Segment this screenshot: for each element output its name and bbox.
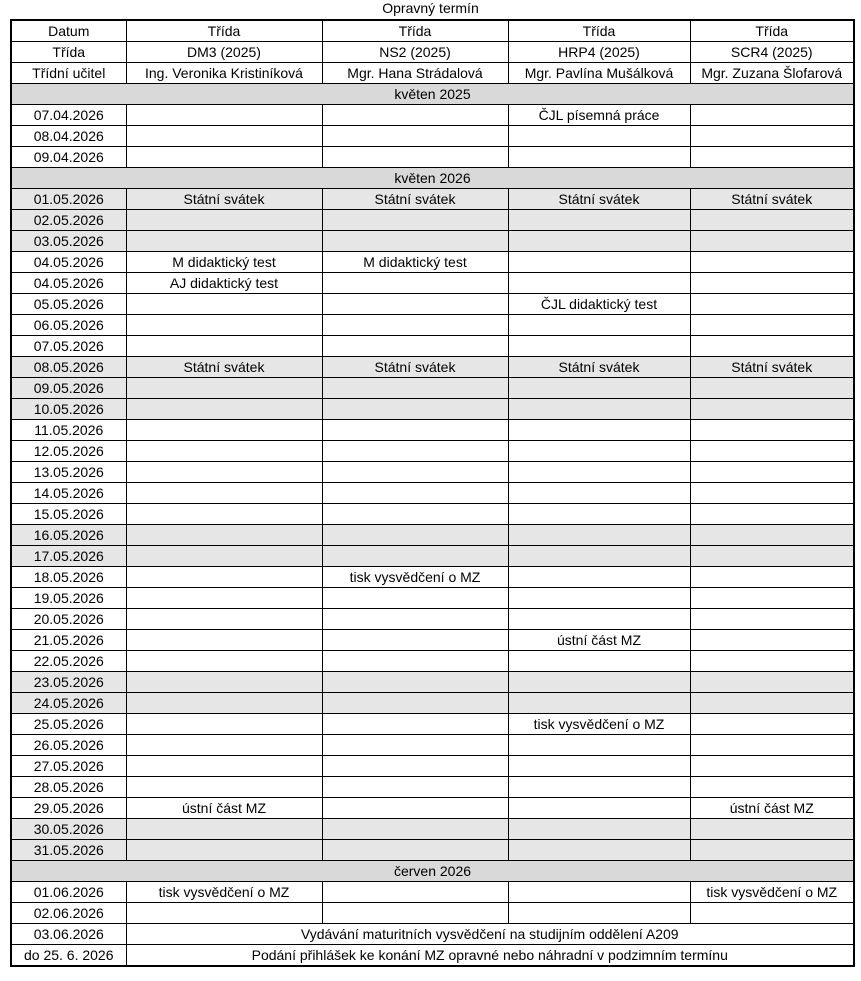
event-cell: Státní svátek [322,357,508,378]
event-cell [126,609,322,630]
event-cell [322,840,508,861]
event-cell [322,756,508,777]
event-cell [508,882,690,903]
event-cell [690,441,854,462]
page-title: Opravný termín [382,0,479,16]
event-cell: Státní svátek [690,357,854,378]
event-cell [322,231,508,252]
event-cell: Státní svátek [322,189,508,210]
event-cell [690,315,854,336]
event-cell [322,735,508,756]
schedule-body [11,20,854,966]
date-row [11,882,854,903]
date-row [11,504,854,525]
event-cell [322,693,508,714]
event-cell [690,399,854,420]
date-cell: 28.05.2026 [11,777,126,798]
date-cell: 12.05.2026 [11,441,126,462]
month-row [11,84,854,105]
date-cell: 20.05.2026 [11,609,126,630]
date-row [11,315,854,336]
event-cell [126,735,322,756]
date-cell: 19.05.2026 [11,588,126,609]
event-cell [322,315,508,336]
event-cell [322,525,508,546]
event-cell [126,420,322,441]
event-cell [126,504,322,525]
date-row [11,231,854,252]
date-cell: 18.05.2026 [11,567,126,588]
header-cell: Mgr. Pavlína Mušálková [508,63,690,84]
event-cell [690,714,854,735]
event-cell [126,105,322,126]
header-cell: Třída [11,42,126,63]
date-cell: 17.05.2026 [11,546,126,567]
date-row [11,525,854,546]
event-cell [508,420,690,441]
event-cell [126,672,322,693]
date-row [11,840,854,861]
event-cell [690,651,854,672]
event-cell [322,630,508,651]
date-row [11,462,854,483]
date-row [11,693,854,714]
header-row-class-name [11,42,854,63]
event-cell: ČJL didaktický test [508,294,690,315]
event-cell [322,420,508,441]
event-cell [126,903,322,924]
event-cell: Státní svátek [126,357,322,378]
date-cell: 11.05.2026 [11,420,126,441]
event-cell [126,294,322,315]
event-cell [322,294,508,315]
notice-cell: Podání přihlášek ke konání MZ opravné nebo náhradní v podzimním termínu [126,945,854,967]
header-cell: Datum [11,20,126,42]
date-row [11,357,854,378]
header-cell: DM3 (2025) [126,42,322,63]
event-cell [508,441,690,462]
event-cell [690,483,854,504]
event-cell: ČJL písemná práce [508,105,690,126]
event-cell: tisk vysvědčení o MZ [690,882,854,903]
date-row [11,294,854,315]
notice-row [11,924,854,945]
date-cell: 04.05.2026 [11,252,126,273]
event-cell [322,336,508,357]
date-row [11,672,854,693]
event-cell [690,546,854,567]
date-row [11,441,854,462]
event-cell [690,630,854,651]
event-cell [508,147,690,168]
event-cell [690,777,854,798]
event-cell [126,315,322,336]
event-cell [508,525,690,546]
event-cell [690,105,854,126]
event-cell [508,840,690,861]
event-cell [508,483,690,504]
event-cell [322,651,508,672]
date-cell: 07.04.2026 [11,105,126,126]
header-cell: Třídní učitel [11,63,126,84]
event-cell [126,546,322,567]
event-cell [508,693,690,714]
month-row [11,168,854,189]
date-cell: 03.06.2026 [11,924,126,945]
date-row [11,756,854,777]
date-cell: 13.05.2026 [11,462,126,483]
date-row [11,567,854,588]
event-cell [690,252,854,273]
event-cell [508,378,690,399]
event-cell [508,588,690,609]
event-cell: Státní svátek [690,189,854,210]
event-cell [690,231,854,252]
event-cell [690,462,854,483]
event-cell: Státní svátek [508,189,690,210]
date-row [11,189,854,210]
event-cell [690,735,854,756]
event-cell [508,252,690,273]
event-cell [126,378,322,399]
date-row [11,273,854,294]
event-cell [322,714,508,735]
date-cell: 24.05.2026 [11,693,126,714]
event-cell [690,609,854,630]
event-cell [126,441,322,462]
event-cell: tisk vysvědčení o MZ [322,567,508,588]
date-cell: 16.05.2026 [11,525,126,546]
month-label: červen 2026 [11,861,854,882]
header-row-class [11,20,854,42]
month-label: květen 2025 [11,84,854,105]
event-cell [126,483,322,504]
event-cell [508,651,690,672]
event-cell [508,819,690,840]
header-cell: Třída [690,20,854,42]
date-row [11,399,854,420]
date-cell: 23.05.2026 [11,672,126,693]
event-cell [508,567,690,588]
event-cell [126,525,322,546]
event-cell [508,210,690,231]
event-cell [508,126,690,147]
event-cell [508,735,690,756]
date-row [11,483,854,504]
event-cell [690,294,854,315]
event-cell: Státní svátek [126,189,322,210]
event-cell [508,504,690,525]
event-cell [690,378,854,399]
event-cell [322,672,508,693]
event-cell [690,126,854,147]
date-cell: 06.05.2026 [11,315,126,336]
event-cell [690,147,854,168]
event-cell [508,756,690,777]
event-cell [126,336,322,357]
date-cell: do 25. 6. 2026 [11,945,126,967]
event-cell [690,504,854,525]
date-cell: 01.06.2026 [11,882,126,903]
event-cell [126,840,322,861]
date-row [11,609,854,630]
event-cell [508,315,690,336]
event-cell [322,798,508,819]
date-row [11,546,854,567]
event-cell [322,210,508,231]
date-cell: 29.05.2026 [11,798,126,819]
event-cell [126,777,322,798]
event-cell: tisk vysvědčení o MZ [508,714,690,735]
date-row [11,819,854,840]
date-cell: 14.05.2026 [11,483,126,504]
event-cell [690,693,854,714]
event-cell [322,441,508,462]
event-cell [322,777,508,798]
date-row [11,126,854,147]
event-cell: ústní část MZ [690,798,854,819]
event-cell [690,819,854,840]
date-cell: 03.05.2026 [11,231,126,252]
event-cell: ústní část MZ [508,630,690,651]
date-row [11,714,854,735]
event-cell [322,378,508,399]
event-cell [508,546,690,567]
month-label: květen 2026 [11,168,854,189]
event-cell [690,525,854,546]
notice-cell: Vydávání maturitních vysvědčení na studijním oddělení A209 [126,924,854,945]
date-cell: 26.05.2026 [11,735,126,756]
header-cell: Třída [126,20,322,42]
date-cell: 10.05.2026 [11,399,126,420]
event-cell [690,672,854,693]
event-cell [690,903,854,924]
date-cell: 21.05.2026 [11,630,126,651]
header-cell: Mgr. Zuzana Šlofarová [690,63,854,84]
date-cell: 09.04.2026 [11,147,126,168]
date-cell: 30.05.2026 [11,819,126,840]
header-cell: Mgr. Hana Strádalová [322,63,508,84]
event-cell [508,609,690,630]
date-row [11,147,854,168]
event-cell [126,693,322,714]
event-cell [126,210,322,231]
event-cell [322,273,508,294]
event-cell: tisk vysvědčení o MZ [126,882,322,903]
event-cell [322,147,508,168]
event-cell [322,105,508,126]
event-cell [322,609,508,630]
date-row [11,903,854,924]
date-row [11,336,854,357]
date-cell: 08.04.2026 [11,126,126,147]
date-row [11,651,854,672]
header-cell: NS2 (2025) [322,42,508,63]
event-cell [126,588,322,609]
event-cell [508,777,690,798]
date-cell: 31.05.2026 [11,840,126,861]
event-cell [690,588,854,609]
event-cell [126,819,322,840]
date-cell: 27.05.2026 [11,756,126,777]
date-row [11,735,854,756]
event-cell [126,126,322,147]
date-cell: 01.05.2026 [11,189,126,210]
event-cell [508,399,690,420]
event-cell: M didaktický test [322,252,508,273]
date-row [11,630,854,651]
event-cell [322,546,508,567]
date-cell: 02.06.2026 [11,903,126,924]
schedule-table [10,19,855,967]
event-cell [126,756,322,777]
event-cell [508,672,690,693]
event-cell [508,798,690,819]
event-cell [508,231,690,252]
event-cell [322,126,508,147]
header-cell: SCR4 (2025) [690,42,854,63]
event-cell [690,420,854,441]
event-cell [690,273,854,294]
event-cell [690,567,854,588]
date-row [11,420,854,441]
event-cell [322,903,508,924]
date-row [11,798,854,819]
date-cell: 08.05.2026 [11,357,126,378]
date-row [11,105,854,126]
event-cell [508,462,690,483]
event-cell [508,903,690,924]
event-cell [690,840,854,861]
event-cell [126,567,322,588]
date-cell: 04.05.2026 [11,273,126,294]
header-row-teacher [11,63,854,84]
date-row [11,777,854,798]
date-row [11,210,854,231]
event-cell [126,147,322,168]
event-cell: M didaktický test [126,252,322,273]
event-cell [126,231,322,252]
date-cell: 22.05.2026 [11,651,126,672]
event-cell [322,882,508,903]
event-cell [126,399,322,420]
event-cell [322,588,508,609]
header-cell: HRP4 (2025) [508,42,690,63]
event-cell [322,504,508,525]
date-cell: 15.05.2026 [11,504,126,525]
event-cell: ústní část MZ [126,798,322,819]
event-cell [508,336,690,357]
date-cell: 05.05.2026 [11,294,126,315]
event-cell [690,336,854,357]
date-cell: 07.05.2026 [11,336,126,357]
event-cell [322,483,508,504]
event-cell [126,462,322,483]
notice-row [11,945,854,967]
event-cell [322,462,508,483]
header-cell: Třída [322,20,508,42]
date-row [11,378,854,399]
header-cell: Ing. Veronika Kristiníková [126,63,322,84]
date-cell: 09.05.2026 [11,378,126,399]
event-cell [322,819,508,840]
date-row [11,252,854,273]
event-cell [508,273,690,294]
event-cell [322,399,508,420]
event-cell: Státní svátek [508,357,690,378]
header-cell: Třída [508,20,690,42]
event-cell [690,210,854,231]
event-cell: AJ didaktický test [126,273,322,294]
month-row [11,861,854,882]
date-cell: 02.05.2026 [11,210,126,231]
event-cell [690,756,854,777]
event-cell [126,714,322,735]
event-cell [126,630,322,651]
date-cell: 25.05.2026 [11,714,126,735]
date-row [11,588,854,609]
event-cell [126,651,322,672]
